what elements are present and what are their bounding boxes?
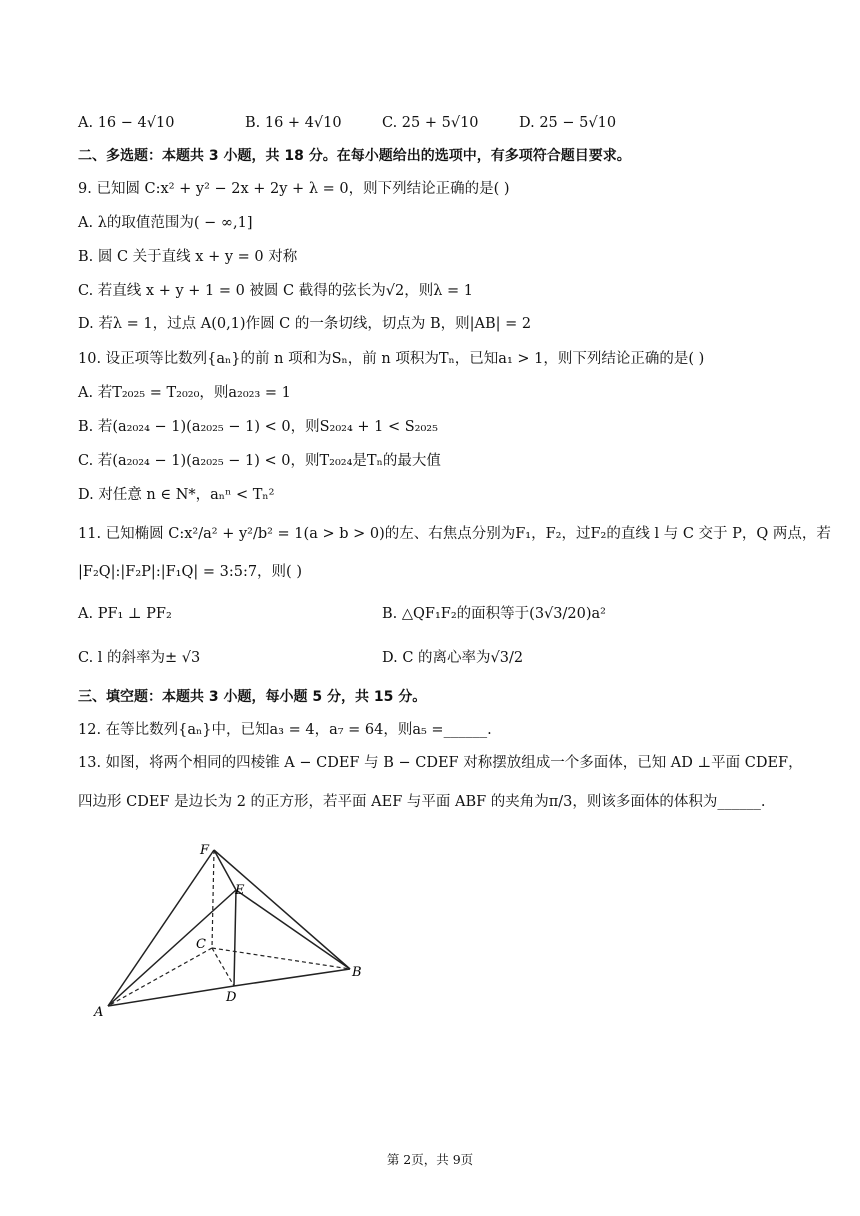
q11-option-b: B. △QF₁F₂的面积等于(3√3/20)a² <box>382 606 606 622</box>
edge-db <box>234 969 350 986</box>
q8-option-c: C. 25 + 5√10 <box>382 115 479 131</box>
q10-option-a: A. 若T₂₀₂₅ = T₂₀₂₀，则a₂₀₂₃ = 1 <box>78 385 291 401</box>
section3-header: 三、填空题：本题共 3 小题，每小题 5 分，共 15 分。 <box>78 689 427 705</box>
label-f: F <box>200 843 210 858</box>
edge-fc <box>212 850 214 948</box>
q11-stem-line2: |F₂Q|:|F₂P|:|F₁Q| = 3:5:7，则( ) <box>78 564 302 580</box>
label-e: E <box>235 883 245 898</box>
q13-line1: 13. 如图，将两个相同的四棱锥 A − CDEF 与 B − CDEF 对称摆放组成一个多面体，已知 AD ⊥平面 CDEF， <box>78 755 803 771</box>
q11-option-a: A. PF₁ ⊥ PF₂ <box>78 606 172 622</box>
edge-eb <box>236 890 350 969</box>
q9-option-c: C. 若直线 x + y + 1 = 0 被圆 C 截得的弦长为√2，则λ = 1 <box>78 283 473 299</box>
q8-option-b: B. 16 + 4√10 <box>245 115 342 131</box>
edge-fa <box>108 850 214 1006</box>
q11-option-d: D. C 的离心率为√3/2 <box>382 650 524 666</box>
label-a: A <box>94 1005 104 1020</box>
q11-option-c: C. l 的斜率为± √3 <box>78 650 201 666</box>
edge-fe <box>214 850 236 890</box>
edge-cd <box>212 948 234 986</box>
q9-option-d: D. 若λ = 1，过点 A(0,1)作圆 C 的一条切线，切点为 B，则|AB| = 2 <box>78 316 532 332</box>
q10-option-d: D. 对任意 n ∈ N*，aₙⁿ < Tₙ² <box>78 487 275 503</box>
q8-option-a: A. 16 − 4√10 <box>78 115 175 131</box>
label-d: D <box>226 990 237 1005</box>
q11-stem-line1: 11. 已知椭圆 C:x²/a² + y²/b² = 1(a > b > 0)的左、右焦点分别为F₁，F₂，过F₂的直线 l 与 C 交于 P，Q 两点，若 <box>78 526 831 542</box>
q9-option-b: B. 圆 C 关于直线 x + y = 0 对称 <box>78 249 298 265</box>
edge-ed <box>234 890 236 986</box>
q12-stem: 12. 在等比数列{aₙ}中，已知a₃ = 4，a₇ = 64，则a₅ =______. <box>78 722 492 738</box>
q13-line2: 四边形 CDEF 是边长为 2 的正方形，若平面 AEF 与平面 ABF 的夹角为π/3，则该多面体的体积为______. <box>78 794 766 810</box>
label-c: C <box>196 937 206 952</box>
q9-option-a: A. λ的取值范围为( − ∞,1] <box>78 215 253 231</box>
section2-header: 二、多选题：本题共 3 小题，共 18 分。在每小题给出的选项中，有多项符合题目要求。 <box>78 148 631 164</box>
page-footer: 第 2页，共 9页 <box>386 1152 474 1167</box>
polyhedron-figure <box>90 838 370 1023</box>
label-b: B <box>352 965 362 980</box>
q10-stem: 10. 设正项等比数列{aₙ}的前 n 项和为Sₙ，前 n 项积为Tₙ，已知a₁ > 1，则下列结论正确的是( ) <box>78 351 705 367</box>
q10-option-c: C. 若(a₂₀₂₄ − 1)(a₂₀₂₅ − 1) < 0，则T₂₀₂₄是Tₙ的最大值 <box>78 453 441 469</box>
q9-stem: 9. 已知圆 C:x² + y² − 2x + 2y + λ = 0，则下列结论正确的是( ) <box>78 181 510 197</box>
q10-option-b: B. 若(a₂₀₂₄ − 1)(a₂₀₂₅ − 1) < 0，则S₂₀₂₄ + 1 < S₂₀₂₅ <box>78 419 438 435</box>
q8-option-d: D. 25 − 5√10 <box>519 115 617 131</box>
